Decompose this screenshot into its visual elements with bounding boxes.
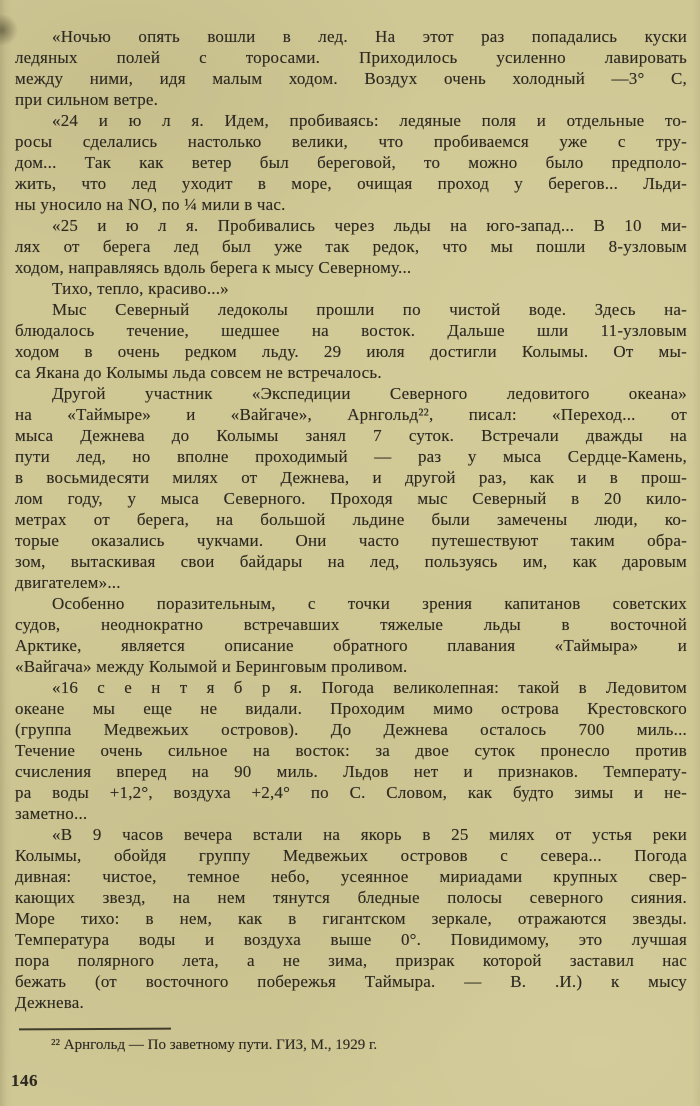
text-line: «25 и ю л я. Пробивались через льды на юго-запад... В 10 ми- [52,216,687,235]
text-line: ходом в очень редком льду. 29 июля достигли Колымы. От мы- [15,342,687,361]
text-line: (группа Медвежьих островов). До Дежнева осталось 700 миль... [15,720,687,739]
text-line: бежать (от восточного побережья Таймыра. — В. .И.) к мысу [15,972,687,991]
text-line: «24 и ю л я. Идем, пробиваясь: ледяные поля и отдельные то- [52,111,687,130]
text-line: пути лед, но вполне проходимый — раз у мыса Сердце-Камень, [15,447,687,466]
text-line: между ними, идя малым ходом. Воздух очень холодный —3° С, [15,69,687,88]
text-line: при сильном ветре. [15,90,159,109]
text-line: Мыс Северный ледоколы прошли по чистой воде. Здесь на- [52,300,687,319]
text-line: ледяных полей с торосами. Приходилось усиленно лавировать [15,48,687,67]
text-line: Арктике, является описание обратного плавания «Таймыра» и [15,636,687,655]
text-line: судов, неоднократно встречавших тяжелые льды в восточной [15,615,687,634]
page-number: 146 [11,1071,38,1090]
text-line: лях от берега лед был уже так редок, что мы пошли 8-узловым [15,237,687,256]
text-line: Дежнева. [15,993,84,1012]
text-line: кающих звезд, на нем тянутся бледные полосы северного сияния. [15,888,687,907]
text-line: лом году, у мыса Северного. Проходя мыс Северный в 20 кило- [15,489,687,508]
footnote: ²² Арнгольд — По заветному пути. ГИЗ, М., 1929 г. [51,1037,378,1053]
text-line: ходом, направляясь вдоль берега к мысу Северному... [15,258,412,277]
text-line: са Якана до Колымы льда совсем не встречалось. [15,363,382,382]
text-line: ны уносило на NO, по ¼ мили в час. [15,195,286,214]
text-line: пора полярного лета, а не зима, призрак которой заставил нас [15,951,687,970]
text-line: в восьмидесяти милях от Дежнева, и другой раз, как и в прош- [15,468,687,487]
text-line: на «Таймыре» и «Вайгаче», Арнгольд²², писал: «Переход... от [15,405,687,424]
text-line: «В 9 часов вечера встали на якорь в 25 милях от устья реки [52,825,687,844]
text-line: заметно... [15,804,88,823]
text-line: дом... Так как ветер был береговой, то можно было предполо- [15,153,687,172]
text-line: метрах от берега, на большой льдине были замечены люди, ко- [15,510,687,529]
text-line: ра воды +1,2°, воздуха +2,4° по С. Словом, как будто зимы и не- [15,783,687,802]
text-line: торые оказались чукчами. Они часто путешествуют таким обра- [15,531,687,550]
text-line: дивная: чистое, темное небо, усеянное мириадами крупных свер- [15,867,687,886]
text-line: двигателем»... [15,573,121,592]
text-line: Другой участник «Экспедиции Северного ледовитого океана» [52,384,687,403]
text-line: блюдалось течение, шедшее на восток. Дальше шли 11-узловым [15,321,687,340]
text-line: росы сделались настолько велики, что пробиваемся уже с тру- [15,132,687,151]
page-text [15,26,687,1013]
text-line: счисления вперед на 90 миль. Льдов нет и признаков. Температу- [15,762,687,781]
text-line: зом, вытаскивая свои байдары на лед, пользуясь им, как даровым [15,552,687,571]
text-line: мыса Дежнева до Колымы занял 7 суток. Встречали дважды на [15,426,687,445]
text-line: жить, что лед уходит в море, очищая проход у берегов... Льди- [15,174,687,193]
text-line: Колымы, обойдя группу Медвежьих островов с севера... Погода [15,846,687,865]
text-line: «Ночью опять вошли в лед. На этот раз попадались куски [52,27,687,46]
text-line: Течение очень сильное на восток: за двое суток пронесло против [15,741,687,760]
text-line: «16 с е н т я б р я. Погода великолепная: такой в Ледовитом [52,678,687,697]
text-line: Температура воды и воздуха выше 0°. Повидимому, это лучшая [15,930,687,949]
text-line: «Вайгача» между Колымой и Беринговым проливом. [15,657,408,676]
text-line: Особенно поразительным, с точки зрения капитанов советских [52,594,687,613]
text-line: океане мы еще не видали. Проходим мимо острова Крестовского [15,699,687,718]
footnote-rule [19,1028,171,1031]
text-line: Тихо, тепло, красиво...» [52,279,229,298]
text-line: Море тихо: в нем, как в гигантском зеркале, отражаются звезды. [15,909,687,928]
